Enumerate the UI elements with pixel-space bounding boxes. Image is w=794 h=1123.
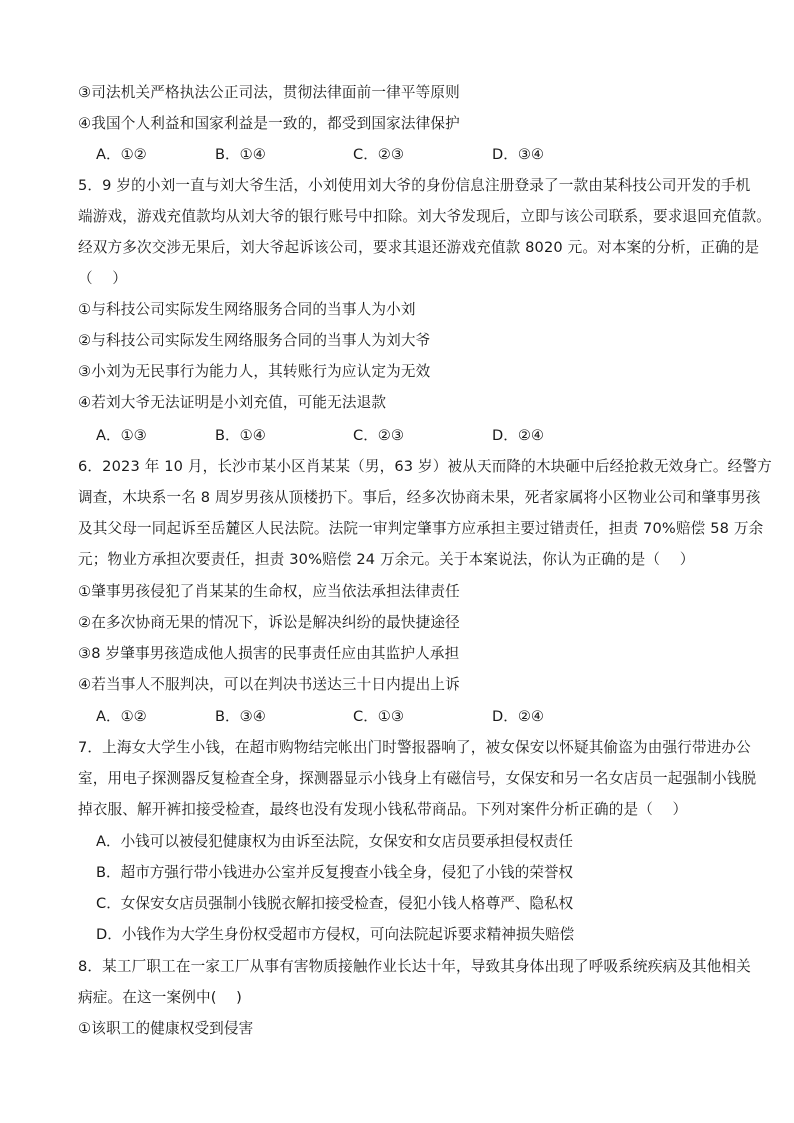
q6-option-a: A．①② bbox=[96, 708, 147, 725]
q8-statement-1: ①该职工的健康权受到侵害 bbox=[78, 1020, 254, 1037]
q8-stem-line-1: 8．某工厂职工在一家工厂从事有害物质接触作业长达十年，导致其身体出现了呼吸系统疾病及其他相关 bbox=[78, 958, 751, 975]
q8-stem-line-2: 病症。在这一案例中( ) bbox=[78, 989, 242, 1006]
q5-statement-4: ④若刘大爷无法证明是小刘充值，可能无法退款 bbox=[78, 394, 387, 411]
q6-stem-line-3: 及其父母一同起诉至岳麓区人民法院。法院一审判定肇事方应承担主要过错责任，担责 70%赔偿 58 万余 bbox=[78, 520, 764, 537]
q6-stem-line-2: 调查，木块系一名 8 周岁男孩从顶楼扔下。事后，经多次协商未果，死者家属将小区物业公司和肇事男孩 bbox=[78, 489, 761, 506]
q7-option-d: D．小钱作为大学生身份权受超市方侵权，可向法院起诉要求精神损失赔偿 bbox=[96, 926, 575, 943]
q6-option-c: C．①③ bbox=[353, 708, 404, 725]
q4-statement-4: ④我国个人利益和国家利益是一致的，都受到国家法律保护 bbox=[78, 115, 460, 132]
q5-statement-2: ②与科技公司实际发生网络服务合同的当事人为刘大爷 bbox=[78, 332, 431, 349]
q6-option-b: B．③④ bbox=[215, 708, 266, 725]
q5-stem-line-2: 端游戏，游戏充值款均从刘大爷的银行账号中扣除。刘大爷发现后，立即与该公司联系，要求退回充值款。 bbox=[78, 208, 771, 225]
q7-option-c: C．女保安女店员强制小钱脱衣解扣接受检查，侵犯小钱人格尊严、隐私权 bbox=[96, 895, 574, 912]
q4-option-a: A．①② bbox=[96, 146, 147, 163]
q5-stem-line-1: 5．9 岁的小刘一直与刘大爷生活，小刘使用刘大爷的身份信息注册登录了一款由某科技公司开发的手机 bbox=[78, 177, 751, 194]
q7-stem-line-3: 掉衣服、解开裤扣接受检查，最终也没有发现小钱私带商品。下列对案件分析正确的是（ ） bbox=[78, 801, 688, 818]
q4-statement-3: ③司法机关严格执法公正司法，贯彻法律面前一律平等原则 bbox=[78, 84, 460, 101]
q5-stem-line-4: （ ） bbox=[78, 270, 128, 287]
q4-option-d: D．③④ bbox=[492, 146, 544, 163]
q4-option-b: B．①④ bbox=[215, 146, 266, 163]
q5-option-b: B．①④ bbox=[215, 427, 266, 444]
q7-option-a: A．小钱可以被侵犯健康权为由诉至法院，女保安和女店员要承担侵权责任 bbox=[96, 833, 573, 850]
q5-option-c: C．②③ bbox=[353, 427, 404, 444]
q7-option-b: B．超市方强行带小钱进办公室并反复搜查小钱全身，侵犯了小钱的荣誉权 bbox=[96, 864, 574, 881]
q6-stem-line-1: 6．2023 年 10 月，长沙市某小区肖某某（男，63 岁）被从天而降的木块砸中后经抢救无效身亡。经警方 bbox=[78, 458, 772, 475]
q5-statement-3: ③小刘为无民事行为能力人，其转账行为应认定为无效 bbox=[78, 363, 431, 380]
q6-statement-1: ①肇事男孩侵犯了肖某某的生命权，应当依法承担法律责任 bbox=[78, 583, 460, 600]
q6-stem-line-4: 元；物业方承担次要责任，担责 30%赔偿 24 万余元。关于本案说法，你认为正确的是（ ） bbox=[78, 551, 695, 568]
q5-option-a: A．①③ bbox=[96, 427, 147, 444]
q7-stem-line-1: 7．上海女大学生小钱，在超市购物结完帐出门时警报器响了，被女保安以怀疑其偷盗为由强行带进办公 bbox=[78, 739, 751, 756]
q6-statement-3: ③8 岁肇事男孩造成他人损害的民事责任应由其监护人承担 bbox=[78, 645, 460, 662]
q5-option-d: D．②④ bbox=[492, 427, 544, 444]
q6-statement-2: ②在多次协商无果的情况下，诉讼是解决纠纷的最快捷途径 bbox=[78, 614, 460, 631]
q7-stem-line-2: 室，用电子探测器反复检查全身，探测器显示小钱身上有磁信号，女保安和另一名女店员一起强制小钱脱 bbox=[78, 770, 757, 787]
q5-stem-line-3: 经双方多次交涉无果后，刘大爷起诉该公司，要求其退还游戏充值款 8020 元。对本案的分析，正确的是 bbox=[78, 239, 760, 256]
q5-statement-1: ①与科技公司实际发生网络服务合同的当事人为小刘 bbox=[78, 301, 416, 318]
q6-statement-4: ④若当事人不服判决，可以在判决书送达三十日内提出上诉 bbox=[78, 676, 460, 693]
q6-option-d: D．②④ bbox=[492, 708, 544, 725]
q4-option-c: C．②③ bbox=[353, 146, 404, 163]
